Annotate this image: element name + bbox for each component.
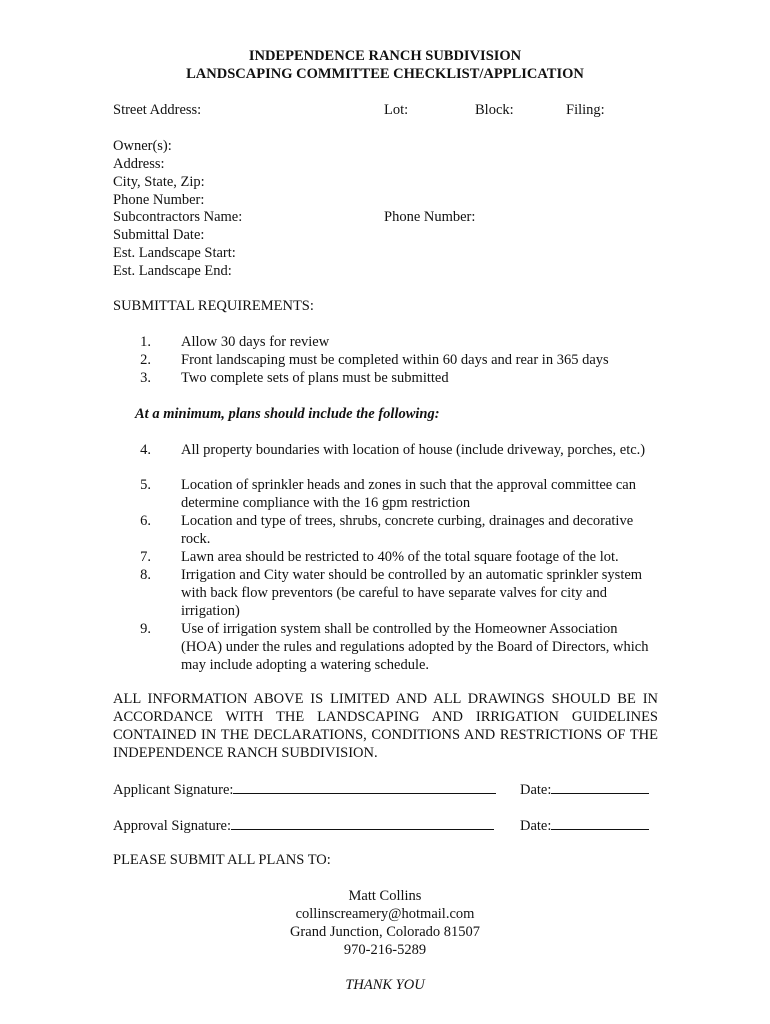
applicant-signature-line[interactable] bbox=[233, 780, 496, 794]
block-label: Block: bbox=[475, 102, 514, 118]
list-item-number: 2. bbox=[140, 352, 151, 368]
applicant-signature-label: Applicant Signature: bbox=[113, 782, 234, 798]
approval-signature-label: Approval Signature: bbox=[113, 818, 231, 834]
city-state-zip-label: City, State, Zip: bbox=[113, 174, 205, 190]
approval-date-line[interactable] bbox=[551, 816, 649, 830]
document-title: INDEPENDENCE RANCH SUBDIVISION bbox=[248, 48, 522, 64]
list-item-text: Front landscaping must be completed within 60 days and rear in 365 days bbox=[181, 352, 609, 368]
approval-signature-line[interactable] bbox=[231, 816, 494, 830]
list-item-number: 7. bbox=[140, 549, 151, 565]
address-label: Address: bbox=[113, 156, 165, 172]
subcontractors-name-label: Subcontractors Name: bbox=[113, 209, 243, 225]
guidelines-notice: ALL INFORMATION ABOVE IS LIMITED AND ALL DRAWINGS SHOULD BE IN ACCORDANCE WITH THE LANDSCAPING AND IRRIGATION GUIDELINES CONTAINED IN THE DECLARATIONS, CONDITIONS AND RESTRICTIONS OF THE INDEPENDENCE RANCH SUBDIVISION. bbox=[113, 691, 658, 761]
approval-signature-row bbox=[113, 816, 494, 835]
applicant-date-row bbox=[520, 780, 649, 799]
landscape-start-label: Est. Landscape Start: bbox=[113, 245, 236, 261]
street-address-label: Street Address: bbox=[113, 102, 202, 118]
applicant-signature-row bbox=[113, 780, 496, 799]
submittal-date-label: Submittal Date: bbox=[113, 227, 205, 243]
lot-label: Lot: bbox=[384, 102, 409, 118]
applicant-date-line[interactable] bbox=[551, 780, 649, 794]
list-item-number: 5. bbox=[140, 477, 151, 493]
list-item-text: Allow 30 days for review bbox=[181, 334, 330, 350]
list-item-number: 6. bbox=[140, 513, 151, 529]
phone-number-label: Phone Number: bbox=[113, 192, 205, 208]
list-item-text: Location of sprinkler heads and zones in such that the approval committee can determine compliance with the 16 gpm restriction bbox=[181, 477, 636, 511]
thank-you: THANK YOU bbox=[345, 977, 425, 993]
contact-email: collinscreamery@hotmail.com bbox=[295, 906, 475, 922]
list-item-text: Two complete sets of plans must be submitted bbox=[181, 370, 449, 386]
contact-phone: 970-216-5289 bbox=[343, 942, 427, 958]
list-item-text: Location and type of trees, shrubs, concrete curbing, drainages and decorative rock. bbox=[181, 513, 634, 547]
list-item-text: Lawn area should be restricted to 40% of the total square footage of the lot. bbox=[181, 549, 619, 565]
submittal-requirements-heading: SUBMITTAL REQUIREMENTS: bbox=[113, 298, 314, 314]
list-item-text: All property boundaries with location of house (include driveway, porches, etc.) bbox=[181, 442, 646, 458]
approval-date-row bbox=[520, 816, 649, 835]
list-item-number: 8. bbox=[140, 567, 151, 583]
contact-name: Matt Collins bbox=[348, 888, 422, 904]
approval-date-label: Date: bbox=[520, 818, 552, 834]
list-item-number: 9. bbox=[140, 621, 151, 637]
list-item-number: 1. bbox=[140, 334, 151, 350]
document-subtitle: LANDSCAPING COMMITTEE CHECKLIST/APPLICATION bbox=[186, 66, 584, 82]
list-item-text: Use of irrigation system shall be controlled by the Homeowner Association (HOA) under the rules and regulations adopted by the Board of Directors, which may include adopting a watering schedule. bbox=[181, 621, 649, 673]
list-item-number: 3. bbox=[140, 370, 151, 386]
filing-label: Filing: bbox=[566, 102, 605, 118]
landscape-end-label: Est. Landscape End: bbox=[113, 263, 232, 279]
owner-label: Owner(s): bbox=[113, 138, 172, 154]
contact-city: Grand Junction, Colorado 81507 bbox=[289, 924, 481, 940]
applicant-date-label: Date: bbox=[520, 782, 552, 798]
list-item-text: Irrigation and City water should be controlled by an automatic sprinkler system with back flow preventors (be careful to have separate valves for city and irrigation) bbox=[181, 567, 643, 619]
subcontractor-phone-label: Phone Number: bbox=[384, 209, 476, 225]
minimum-plans-heading: At a minimum, plans should include the following: bbox=[135, 406, 440, 422]
submit-plans-heading: PLEASE SUBMIT ALL PLANS TO: bbox=[113, 852, 331, 868]
list-item-number: 4. bbox=[140, 442, 151, 458]
